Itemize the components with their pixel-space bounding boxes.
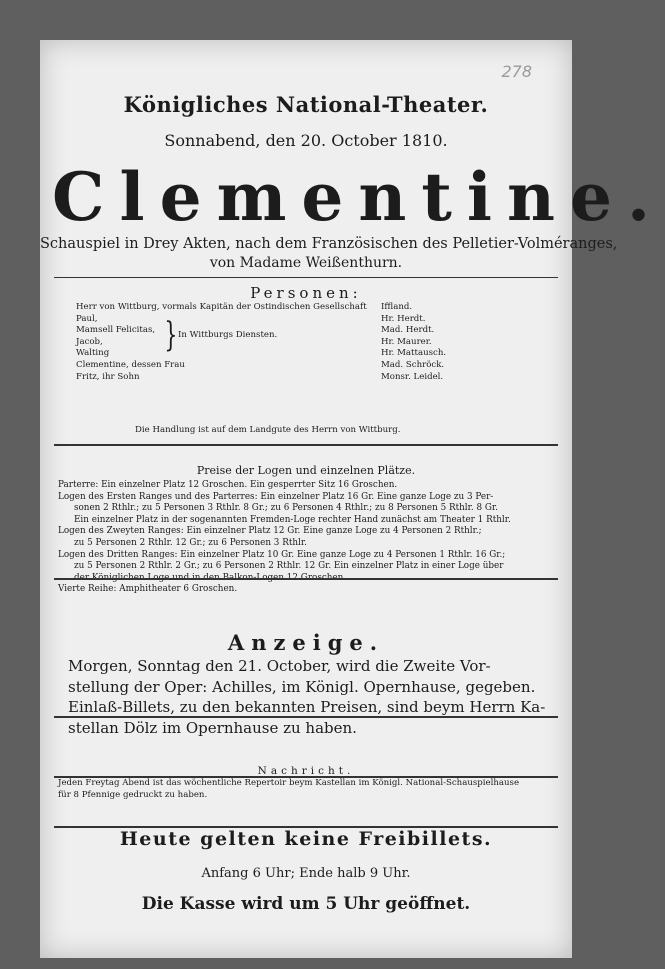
cast-actor: Hr. Maurer.	[381, 336, 432, 347]
price-line: der Königlichen Loge und in den Balkon-Logen 12 Groschen.	[74, 572, 347, 583]
price-line: Ein einzelner Platz in der sogenannten Fremden-Loge rechter Hand zunächst am Theater 1 Rthlr.	[74, 514, 511, 525]
box-office-opening: Die Kasse wird um 5 Uhr geöffnet.	[141, 894, 471, 914]
theater-name: Königliches National-Theater.	[123, 92, 489, 117]
divider	[54, 776, 558, 778]
divider	[54, 826, 558, 828]
cast-role: Herr von Wittburg, vormals Kapitän der Ostindischen Gesellschaft	[76, 302, 367, 312]
prices-heading: Preise der Logen und einzelnen Plätze.	[196, 464, 416, 477]
notice-line: Jeden Freytag Abend ist das wöchentliche Repertoir beym Kastellan im Königl. National-Schauspielhause	[58, 778, 520, 788]
price-line: Logen des Dritten Ranges: Ein einzelner Platz 10 Gr. Eine ganze Loge zu 4 Personen 1 Rthlr. 16 Gr.;	[58, 549, 506, 560]
play-subtitle: Schauspiel in Drey Akten, nach dem Französischen des Pelletier-Volméranges,	[40, 236, 618, 252]
cast-actor: Monsr. Leidel.	[381, 371, 444, 382]
start-end-times: Anfang 6 Uhr; Ende halb 9 Uhr.	[201, 866, 411, 881]
cast-setting-note: Die Handlung ist auf dem Landgute des Herrn von Wittburg.	[135, 425, 401, 435]
price-line: Vierte Reihe: Amphitheater 6 Groschen.	[58, 584, 238, 595]
cast-heading: Personen:	[250, 284, 362, 302]
price-line: sonen 2 Rthlr.; zu 5 Personen 3 Rthlr. 8 Gr.; zu 6 Personen 4 Rthlr.; zu 8 Personen 5 Rthlr. 8 Gr.	[74, 503, 498, 514]
cast-roles	[76, 302, 367, 383]
playbill-sheet	[40, 40, 665, 958]
cast-role: Paul,	[76, 313, 98, 324]
price-line: zu 5 Personen 2 Rthlr. 12 Gr.; zu 6 Personen 3 Rthlr.	[74, 537, 307, 548]
cast-role: Clementine, dessen Frau	[76, 359, 185, 370]
divider	[54, 716, 558, 718]
announcement-line: Morgen, Sonntag den 21. October, wird die Zweite Vor-	[68, 657, 491, 675]
divider	[54, 444, 558, 446]
announcement-line: stellan Dölz im Opernhause zu haben.	[68, 718, 357, 737]
announcement-line: stellung der Oper: Achilles, im Königl. Opernhause, gegeben.	[68, 677, 536, 696]
cast-group-label: In Wittburgs Diensten.	[178, 330, 278, 340]
notice-line: für 8 Pfennige gedruckt zu haben.	[58, 789, 208, 800]
free-tickets-notice: Heute gelten keine Freibillets.	[119, 828, 493, 850]
notice-text	[58, 778, 519, 801]
announcement-text	[68, 656, 546, 738]
cast-actor: Mad. Herdt.	[381, 325, 435, 336]
cast-role: Jacob,	[76, 336, 103, 347]
play-author: von Madame Weißenthurn.	[209, 255, 403, 271]
announcement-heading: Anzeige.	[227, 630, 385, 655]
play-title: Clementine.	[52, 158, 665, 236]
notice-heading: Nachricht.	[257, 765, 355, 777]
cast-role: Mamsell Felicitas,	[76, 325, 156, 336]
price-line: Parterre: Ein einzelner Platz 12 Groschen. Ein gesperrter Sitz 16 Groschen.	[58, 480, 398, 490]
cast-actors	[381, 302, 446, 383]
announcement-line: Einlaß-Billets, zu den bekannten Preisen, sind beym Herrn Ka-	[68, 698, 546, 716]
brace-mark: }	[164, 315, 178, 355]
cast-role: Fritz, ihr Sohn	[76, 371, 140, 382]
cast-actor: Hr. Mattausch.	[381, 348, 447, 359]
divider	[54, 277, 558, 278]
cast-role: Walting	[76, 348, 110, 359]
price-line: zu 5 Personen 2 Rthlr. 2 Gr.; zu 6 Personen 2 Rthlr. 12 Gr. Ein einzelner Platz in einer Loge über	[74, 561, 504, 572]
cast-actor: Mad. Schröck.	[381, 359, 445, 370]
cast-actor: Hr. Herdt.	[381, 313, 426, 324]
cast-actor: Iffland.	[381, 302, 413, 312]
price-line: Logen des Ersten Ranges und des Parterres: Ein einzelner Platz 16 Gr. Eine ganze Loge zu 3 Per-	[58, 491, 494, 502]
archive-number: 278	[501, 62, 532, 81]
divider	[54, 578, 558, 580]
performance-date: Sonnabend, den 20. October 1810.	[164, 131, 448, 150]
price-line: Logen des Zweyten Ranges: Ein einzelner Platz 12 Gr. Eine ganze Loge zu 4 Personen 2 Rthlr.;	[58, 526, 482, 537]
